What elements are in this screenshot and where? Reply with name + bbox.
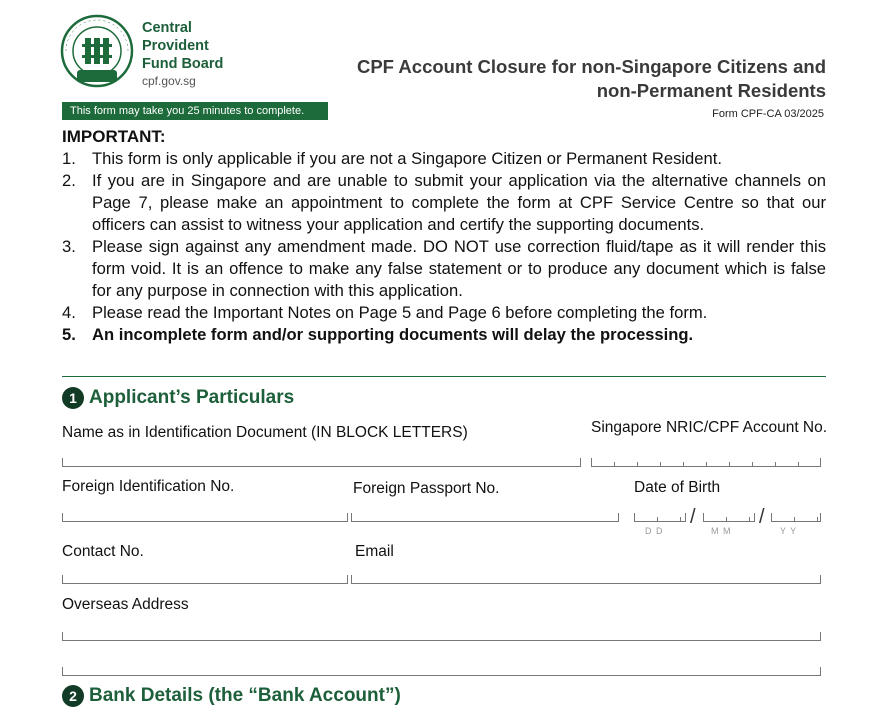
name-label: Name as in Identification Document (IN BLOCK LETTERS) [62,424,468,441]
section-1-heading [62,387,294,409]
important-notes-list [62,148,826,346]
cpf-seal-logo [60,14,134,88]
dob-day-hint: D D [645,526,664,536]
logo-url: cpf.gov.sg [142,74,196,88]
section-2-number: 2 [62,685,84,707]
dob-day-field[interactable] [634,513,686,522]
contact-field[interactable] [62,575,348,584]
dob-separator: / [690,506,696,528]
logo-line-2: Provident [142,38,209,54]
section-1-number: 1 [62,387,84,409]
logo-wordmark [142,19,223,73]
dob-label: Date of Birth [634,479,721,496]
important-heading: IMPORTANT: [62,127,166,146]
name-field[interactable] [62,458,581,467]
foreign-id-field[interactable] [62,513,348,522]
note-item: 4. Please read the Important Notes on Page 5 and Page 6 before completing the form. [62,303,708,322]
logo-line-3: Fund Board [142,56,224,72]
section-2-heading [62,685,401,707]
note-item: 3. Please sign against any amendment made. DO NOT use correction fluid/tape as it will render this form void. It is an offence to make any false statement or to produce any document which is false for any purpose in connection with this application. [62,237,826,300]
section-2-title: Bank Details (the “Bank Account”) [89,685,401,706]
form-title-line-1: CPF Account Closure for non-Singapore Citizens and [356,56,826,77]
time-note-bar: This form may take you 25 minutes to complete. [62,102,328,120]
dob-year-field[interactable] [771,513,821,522]
dob-month-field[interactable] [703,513,755,522]
dob-separator: / [759,506,765,528]
nric-field[interactable] [591,458,821,467]
dob-month-hint: M M [711,526,732,536]
passport-label: Foreign Passport No. [353,480,500,497]
note-item: 5. An incomplete form and/or supporting documents will delay the processing. [62,325,694,344]
email-label: Email [355,543,394,560]
note-item: 2. If you are in Singapore and are unable to submit your application via the alternative channels on Page 7, please make an appointment to complete the form at CPF Service Centre so that our officers can assist to witness your application and certify the supporting documents. [62,171,826,234]
note-item: 1. This form is only applicable if you are not a Singapore Citizen or Permanent Resident. [62,149,722,168]
email-field[interactable] [351,575,821,584]
passport-field[interactable] [351,513,619,522]
section-divider [62,376,826,377]
section-1-title: Applicant’s Particulars [89,387,295,408]
form-title-line-2: non-Permanent Residents [596,80,826,101]
foreign-id-label: Foreign Identification No. [62,478,235,495]
dob-year-hint: Y Y [780,526,798,536]
contact-label: Contact No. [62,543,144,560]
address-field-line-2[interactable] [62,667,821,676]
logo-line-1: Central [142,20,192,36]
form-number: Form CPF-CA 03/2025 [712,108,824,120]
form-title [357,55,826,103]
address-field-line-1[interactable] [62,632,821,641]
address-label: Overseas Address [62,596,189,613]
nric-label: Singapore NRIC/CPF Account No. [591,419,828,436]
